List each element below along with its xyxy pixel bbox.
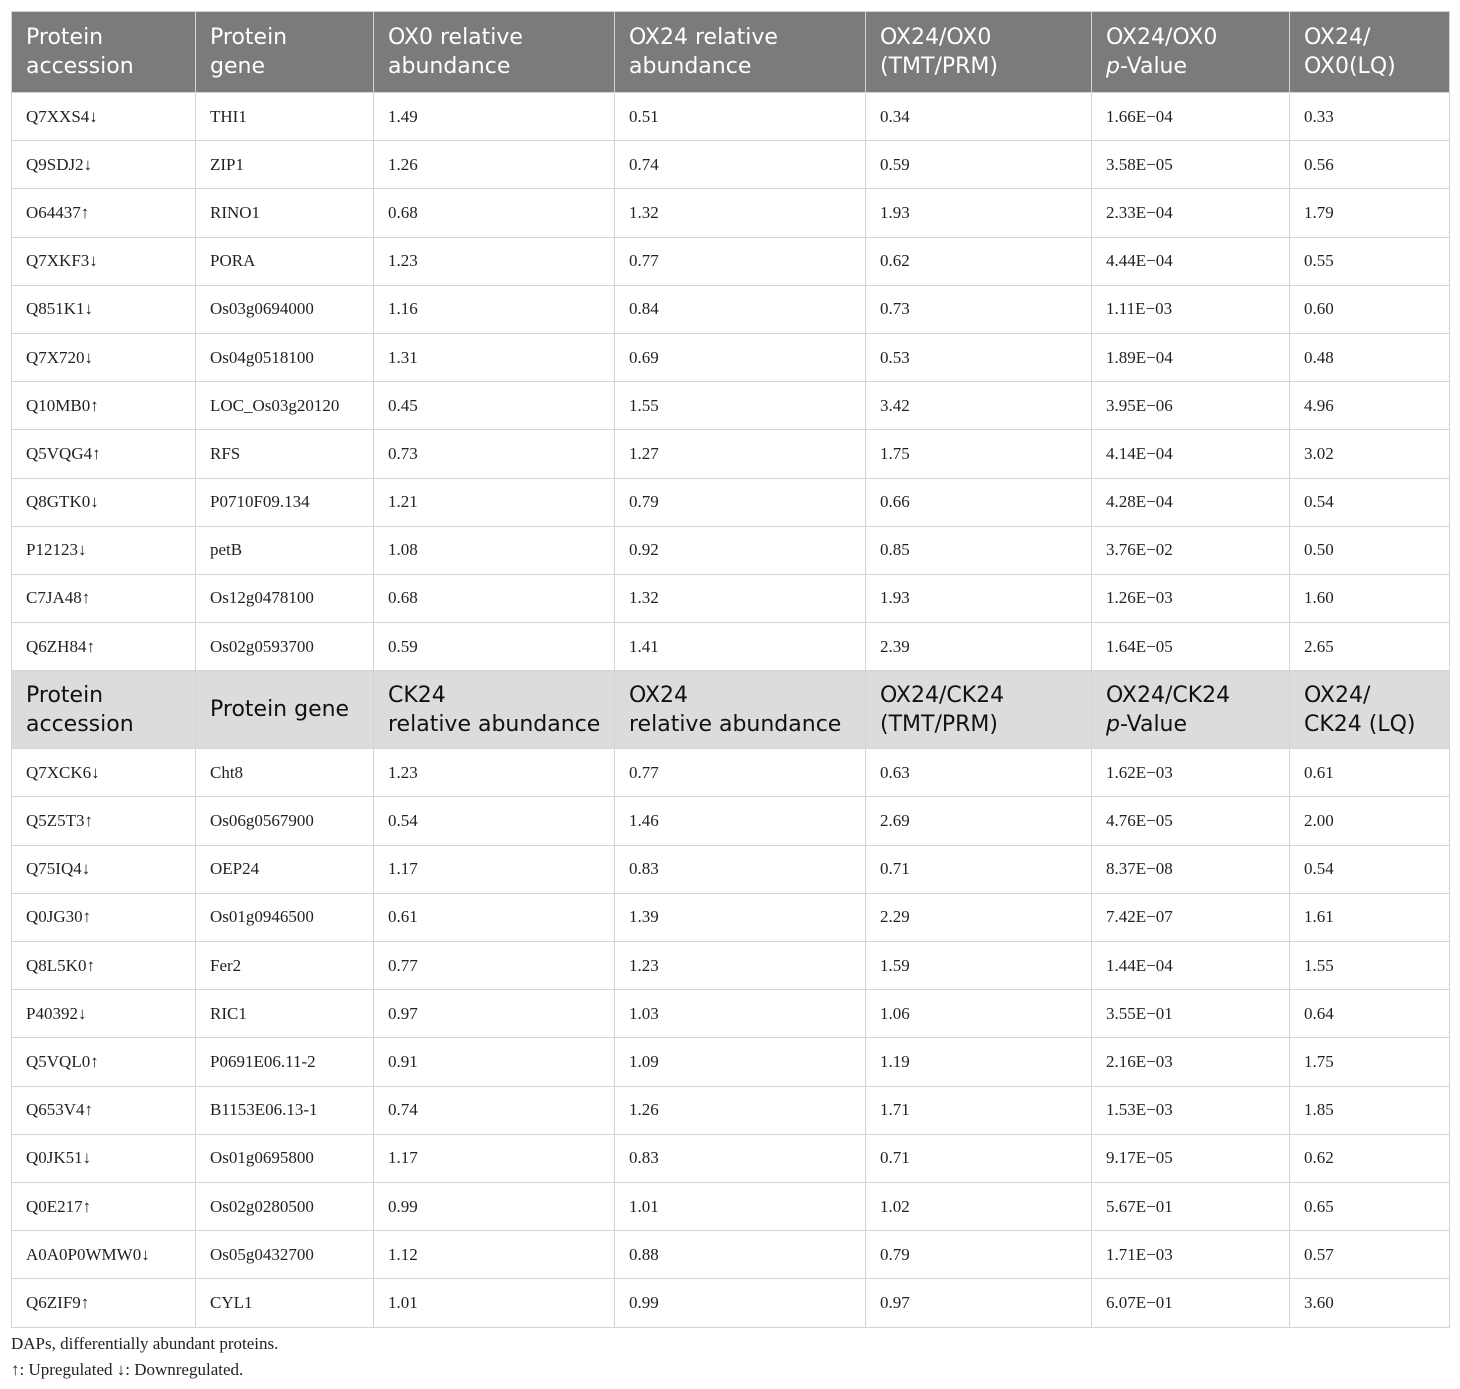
table-cell: Q7XKF3↓ [12,237,196,285]
table-cell: 1.01 [615,1182,866,1230]
table-cell: 3.58E−05 [1092,141,1290,189]
table-cell: 2.00 [1290,797,1450,845]
table-cell: 0.85 [866,526,1092,574]
table-cell: 0.45 [374,382,615,430]
footnote-abbreviation: DAPs, differentially abundant proteins. [11,1334,279,1353]
column-header [374,671,615,749]
table-cell: P12123↓ [12,526,196,574]
header-text [1106,710,1289,739]
table-cell: 3.42 [866,382,1092,430]
table-cell: 1.17 [374,845,615,893]
table-cell: 0.62 [1290,1134,1450,1182]
dap-table [11,11,1450,1328]
column-header [196,12,374,93]
table-row [12,93,1450,141]
table-cell: 0.97 [866,1279,1092,1327]
table-cell: 1.16 [374,285,615,333]
header-text: OX24/ [1304,25,1371,50]
table-cell: 1.03 [615,990,866,1038]
table-cell: 1.53E−03 [1092,1086,1290,1134]
table-cell: P0691E06.11-2 [196,1038,374,1086]
header-text: abundance [629,54,752,79]
table-cell: Q7X720↓ [12,333,196,381]
table-cell: O64437↑ [12,189,196,237]
table-row [12,574,1450,622]
table-cell: THI1 [196,93,374,141]
header-text [1106,52,1289,81]
table-cell: 0.74 [615,141,866,189]
table-cell: 1.75 [1290,1038,1450,1086]
table-cell: 0.69 [615,333,866,381]
table-cell: 0.51 [615,93,866,141]
table-cell: OEP24 [196,845,374,893]
table-cell: 0.77 [374,942,615,990]
table-row [12,623,1450,671]
table-cell: 1.31 [374,333,615,381]
table-cell: 1.08 [374,526,615,574]
italic-p: p [1106,711,1120,737]
column-header [374,12,615,93]
column-header [866,671,1092,749]
table-cell: 0.62 [866,237,1092,285]
table-cell: 4.44E−04 [1092,237,1290,285]
header-text: (TMT/PRM) [880,54,998,79]
table-cell: 2.33E−04 [1092,189,1290,237]
table-row [12,797,1450,845]
table-cell: 0.88 [615,1231,866,1279]
table-cell: 0.61 [374,893,615,941]
table-cell: 3.95E−06 [1092,382,1290,430]
table-cell: 0.59 [866,141,1092,189]
table-cell: 2.39 [866,623,1092,671]
header-text: relative abundance [629,711,842,737]
table-cell: 1.23 [374,237,615,285]
table-cell: Q6ZH84↑ [12,623,196,671]
table-cell: 0.83 [615,845,866,893]
table-cell: 1.62E−03 [1092,749,1290,797]
table-cell: 0.34 [866,93,1092,141]
table-cell: 1.55 [615,382,866,430]
table-cell: Os12g0478100 [196,574,374,622]
table-cell: 4.14E−04 [1092,430,1290,478]
table-cell: CYL1 [196,1279,374,1327]
header-text: OX24/OX0 [880,25,992,50]
table-cell: 1.26 [374,141,615,189]
table-cell: 1.19 [866,1038,1092,1086]
table-row [12,893,1450,941]
table-cell: 1.01 [374,1279,615,1327]
table-row [12,1134,1450,1182]
table-cell: 2.65 [1290,623,1450,671]
table-cell: Os02g0593700 [196,623,374,671]
header-text: OX24 [629,682,688,708]
table-row [12,526,1450,574]
table-cell: 1.06 [866,990,1092,1038]
table-cell: 0.84 [615,285,866,333]
table-row [12,749,1450,797]
table-row [12,382,1450,430]
table-cell: 0.59 [374,623,615,671]
table-cell: Q5Z5T3↑ [12,797,196,845]
table-row [12,942,1450,990]
header-text: (TMT/PRM) [880,711,998,737]
table-cell: Os03g0694000 [196,285,374,333]
table-row [12,845,1450,893]
table-cell: 1.12 [374,1231,615,1279]
table-cell: 7.42E−07 [1092,893,1290,941]
header-text: OX24/OX0 [1106,25,1218,50]
table-cell: Q9SDJ2↓ [12,141,196,189]
table-cell: petB [196,526,374,574]
table-cell: 1.23 [615,942,866,990]
table-cell: 0.73 [374,430,615,478]
header-text: accession [26,711,134,737]
table-cell: Q10MB0↑ [12,382,196,430]
table-cell: Q6ZIF9↑ [12,1279,196,1327]
table-cell: Q0JG30↑ [12,893,196,941]
table-cell: Q8L5K0↑ [12,942,196,990]
table-cell: 1.59 [866,942,1092,990]
table-cell: Q5VQG4↑ [12,430,196,478]
table-row [12,1086,1450,1134]
table-cell: 1.32 [615,574,866,622]
table-cell: Q75IQ4↓ [12,845,196,893]
table-cell: 0.71 [866,1134,1092,1182]
table-cell: B1153E06.13-1 [196,1086,374,1134]
table-cell: 0.65 [1290,1182,1450,1230]
table-cell: Q7XXS4↓ [12,93,196,141]
column-header [1290,12,1450,93]
table-cell: Q0JK51↓ [12,1134,196,1182]
table-cell: 1.09 [615,1038,866,1086]
table-cell: 0.48 [1290,333,1450,381]
header-text: OX0 relative [388,25,523,50]
table-cell: 9.17E−05 [1092,1134,1290,1182]
table-row [12,1182,1450,1230]
table-cell: 1.02 [866,1182,1092,1230]
table-cell: 1.27 [615,430,866,478]
table-cell: 0.99 [374,1182,615,1230]
header-text: OX24 relative [629,25,778,50]
table-row [12,478,1450,526]
table-cell: Os01g0695800 [196,1134,374,1182]
column-header [615,671,866,749]
column-header [866,12,1092,93]
header-text: OX24/CK24 [880,682,1005,708]
table-cell: 1.60 [1290,574,1450,622]
table-cell: 0.99 [615,1279,866,1327]
table-cell: 1.71 [866,1086,1092,1134]
table-cell: 0.71 [866,845,1092,893]
table-row [12,189,1450,237]
table-cell: 4.76E−05 [1092,797,1290,845]
table-cell: Os05g0432700 [196,1231,374,1279]
table-cell: Os06g0567900 [196,797,374,845]
table-cell: 3.02 [1290,430,1450,478]
table-cell: RFS [196,430,374,478]
header-text: abundance [388,54,511,79]
table-footnotes [11,1331,278,1383]
table-row [12,333,1450,381]
table-cell: 0.61 [1290,749,1450,797]
table-cell: 5.67E−01 [1092,1182,1290,1230]
header-text: Protein [26,25,104,50]
table-cell: 1.66E−04 [1092,93,1290,141]
table-cell: 1.21 [374,478,615,526]
table-cell: 4.96 [1290,382,1450,430]
table-cell: 3.76E−02 [1092,526,1290,574]
table-cell: P0710F09.134 [196,478,374,526]
table-cell: 1.75 [866,430,1092,478]
table-cell: 0.74 [374,1086,615,1134]
table-cell: Q0E217↑ [12,1182,196,1230]
table-cell: 1.17 [374,1134,615,1182]
header-text: relative abundance [388,711,601,737]
header-text: OX0(LQ) [1304,54,1396,79]
table-cell: 6.07E−01 [1092,1279,1290,1327]
table-cell: A0A0P0WMW0↓ [12,1231,196,1279]
table-cell: 1.85 [1290,1086,1450,1134]
column-header [1092,12,1290,93]
table-cell: 1.26 [615,1086,866,1134]
table-cell: 1.93 [866,574,1092,622]
table-row [12,141,1450,189]
table-cell: 0.53 [866,333,1092,381]
table-cell: 1.26E−03 [1092,574,1290,622]
table-cell: 1.89E−04 [1092,333,1290,381]
table-row [12,285,1450,333]
table-cell: 0.83 [615,1134,866,1182]
table-cell: 0.97 [374,990,615,1038]
table-cell: 1.11E−03 [1092,285,1290,333]
table-cell: 8.37E−08 [1092,845,1290,893]
table-cell: 0.68 [374,574,615,622]
table-cell: Os04g0518100 [196,333,374,381]
table-cell: 1.23 [374,749,615,797]
table-cell: 0.68 [374,189,615,237]
header2-row [12,671,1450,749]
table-row [12,1279,1450,1327]
table-cell: RINO1 [196,189,374,237]
table-cell: 0.54 [374,797,615,845]
table-cell: 0.64 [1290,990,1450,1038]
value-suffix: -Value [1119,54,1188,79]
column-header [12,671,196,749]
table-cell: 0.60 [1290,285,1450,333]
table-cell: Q851K1↓ [12,285,196,333]
table-row [12,430,1450,478]
italic-p: p [1106,54,1120,79]
header1-row [12,12,1450,93]
column-header [196,671,374,749]
table-cell: 1.46 [615,797,866,845]
table-cell: 0.66 [866,478,1092,526]
header-text: Protein [26,682,104,708]
table-cell: Os02g0280500 [196,1182,374,1230]
table-cell: 1.93 [866,189,1092,237]
table-cell: 3.60 [1290,1279,1450,1327]
table-cell: Os01g0946500 [196,893,374,941]
table-cell: 0.57 [1290,1231,1450,1279]
table-cell: 1.44E−04 [1092,942,1290,990]
table-cell: 0.50 [1290,526,1450,574]
header-text: gene [210,54,265,79]
table-cell: 1.39 [615,893,866,941]
table-row [12,1231,1450,1279]
footnote-legend: ↑: Upregulated ↓: Downregulated. [11,1360,244,1379]
header-text: OX24/CK24 [1106,682,1231,708]
table-cell: 0.79 [866,1231,1092,1279]
table-cell: 0.79 [615,478,866,526]
header-text: accession [26,54,134,79]
column-header [12,12,196,93]
table-cell: LOC_Os03g20120 [196,382,374,430]
table-cell: 0.55 [1290,237,1450,285]
table-cell: 1.41 [615,623,866,671]
table-cell: 1.49 [374,93,615,141]
header-text: Protein gene [210,697,350,723]
table-cell: 2.69 [866,797,1092,845]
table-cell: 0.91 [374,1038,615,1086]
table-cell: RIC1 [196,990,374,1038]
table-cell: Fer2 [196,942,374,990]
table-cell: 2.16E−03 [1092,1038,1290,1086]
table-row [12,1038,1450,1086]
table-cell: 0.63 [866,749,1092,797]
table-cell: PORA [196,237,374,285]
table-cell: 4.28E−04 [1092,478,1290,526]
table-cell: 0.77 [615,237,866,285]
table-cell: C7JA48↑ [12,574,196,622]
table-cell: 1.71E−03 [1092,1231,1290,1279]
column-header [615,12,866,93]
table-cell: 1.55 [1290,942,1450,990]
table-cell: 3.55E−01 [1092,990,1290,1038]
table-cell: Q653V4↑ [12,1086,196,1134]
table-cell: 0.92 [615,526,866,574]
table-cell: Cht8 [196,749,374,797]
column-header [1290,671,1450,749]
header-text: CK24 (LQ) [1304,711,1416,737]
table-cell: Q5VQL0↑ [12,1038,196,1086]
table-cell: 0.77 [615,749,866,797]
header-text: Protein [210,25,288,50]
table-cell: 0.54 [1290,478,1450,526]
table-cell: Q7XCK6↓ [12,749,196,797]
header-text: CK24 [388,682,446,708]
table-cell: 1.79 [1290,189,1450,237]
table-cell: 0.54 [1290,845,1450,893]
header-text: OX24/ [1304,682,1371,708]
table-cell: ZIP1 [196,141,374,189]
table-cell: 1.61 [1290,893,1450,941]
table-cell: 1.32 [615,189,866,237]
table-cell: 0.73 [866,285,1092,333]
table-row [12,237,1450,285]
table-cell: 0.33 [1290,93,1450,141]
table-row [12,990,1450,1038]
value-suffix: -Value [1119,711,1188,737]
table-cell: P40392↓ [12,990,196,1038]
column-header [1092,671,1290,749]
table-cell: 2.29 [866,893,1092,941]
table-cell: 0.56 [1290,141,1450,189]
table-cell: 1.64E−05 [1092,623,1290,671]
table-cell: Q8GTK0↓ [12,478,196,526]
